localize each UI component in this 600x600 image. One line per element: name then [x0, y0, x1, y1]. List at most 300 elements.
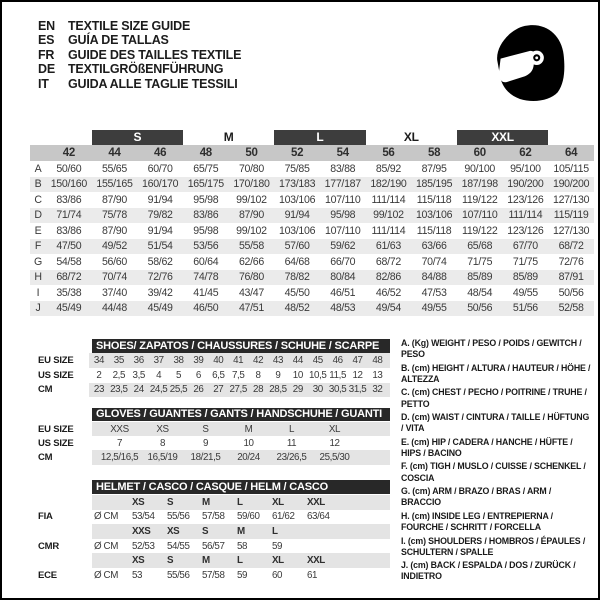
size-value: 37 — [153, 354, 164, 366]
row-values — [92, 553, 390, 568]
size-value: 70/74 — [421, 255, 447, 268]
size-value: 44 — [292, 354, 303, 366]
size-value: 107/110 — [325, 224, 361, 237]
size-value: 56/60 — [101, 255, 127, 268]
table-row — [30, 177, 594, 193]
row-values — [92, 436, 390, 450]
table-row — [30, 208, 594, 224]
legend-item: G. (cm) ARM / BRAZO / BRAS / ARM / BRACCIO — [401, 486, 552, 508]
size-value: 47/51 — [229, 301, 275, 317]
legend-item: C. (cm) CHEST / PECHO / POITRINE / TRUHE / PETTO — [401, 387, 587, 409]
column-header-42: 42 — [46, 145, 92, 161]
size-value: 70/80 — [238, 162, 264, 175]
size-value: 71/74 — [46, 208, 92, 224]
size-header: L — [237, 496, 243, 508]
legend-item: I. (cm) SHOULDERS / HOMBROS / ÉPAULES / SCHULTERN / SPALLE — [401, 535, 586, 557]
size-value: 55/56 — [167, 511, 190, 523]
size-value: 48/53 — [320, 301, 366, 317]
size-value: 78/82 — [274, 270, 320, 286]
size-value: 9 — [202, 437, 209, 449]
helmet-size-header-row — [38, 553, 390, 568]
table-row — [30, 254, 594, 270]
helmet-value-row — [38, 539, 390, 554]
size-value: 28,5 — [269, 384, 287, 396]
size-value: 103/106 — [279, 224, 316, 237]
size-value: 23,5 — [110, 384, 128, 396]
legend-item: E. (cm) HIP / CADERA / HANCHE / HÜFTE / HIPS / BACINO — [401, 436, 573, 459]
size-value: 13 — [372, 369, 383, 381]
size-value: 52/53 — [132, 540, 155, 552]
size-value: 63/64 — [307, 511, 330, 523]
size-value: 47/50 — [46, 239, 92, 255]
language-code: IT — [38, 76, 49, 91]
legend-item: H. (cm) INSIDE LEG / ENTREPIERNA / FOURCHE / SCHRITT / FORCELLA — [401, 510, 553, 533]
size-value: 59 — [272, 540, 283, 552]
size-value: 30 — [312, 384, 323, 396]
size-value: 47/53 — [421, 286, 447, 299]
size-header: XS — [167, 525, 180, 537]
size-group-l: L — [274, 130, 365, 145]
size-value: 60/64 — [193, 255, 219, 268]
size-value: 12 — [329, 437, 340, 449]
size-value: 43/47 — [238, 286, 264, 299]
legend-item: B. (cm) HEIGHT / ALTURA / HAUTEUR / HÖHE / ALTEZZA — [401, 362, 591, 384]
guide-title: TEXTILGRÖßENFÜHRUNG — [68, 62, 224, 77]
size-value: 45/49 — [46, 301, 92, 317]
row-values — [89, 368, 390, 383]
size-value: 4 — [156, 369, 162, 381]
size-value: 37/40 — [101, 286, 127, 299]
size-value: 55/56 — [167, 569, 190, 581]
size-value: 51/56 — [503, 301, 549, 317]
size-header: L — [237, 555, 243, 567]
size-value: 2 — [96, 369, 102, 381]
size-group-s: S — [92, 130, 183, 145]
size-value: 123/126 — [507, 224, 544, 237]
size-value: 12 — [352, 369, 363, 381]
row-values — [92, 495, 390, 510]
language-row — [38, 19, 241, 33]
size-value: 64/68 — [284, 255, 310, 268]
size-value: 31,5 — [348, 384, 367, 396]
size-group-spacer — [548, 129, 594, 145]
language-row — [38, 48, 241, 62]
size-value: 95/100 — [510, 162, 541, 175]
size-value: 47 — [352, 354, 363, 366]
size-value: 35/38 — [56, 286, 82, 299]
size-value: 58 — [237, 540, 248, 552]
size-value: 54/55 — [167, 540, 190, 552]
size-value: 49/52 — [92, 239, 138, 255]
size-value: 62/66 — [238, 255, 264, 268]
size-value: 185/195 — [411, 177, 457, 193]
size-value: 53 — [132, 569, 143, 581]
size-value: 43 — [272, 354, 284, 366]
size-value: 65/75 — [193, 162, 219, 175]
size-value: 26 — [193, 384, 204, 396]
row-label-fia: FIA — [38, 511, 53, 523]
size-value: 107/110 — [325, 193, 361, 206]
size-value: XXS — [110, 423, 129, 435]
table-row — [38, 353, 390, 368]
table-row — [38, 422, 390, 436]
guide-title: GUIDA ALLE TAGLIE TESSILI — [68, 76, 238, 91]
legend-item: D. (cm) WAIST / CINTURA / TAILLE / HÜFTUNG / VITA — [401, 412, 590, 434]
size-value: 85/89 — [503, 270, 549, 286]
size-value: 52/58 — [548, 301, 594, 317]
size-value: L — [288, 423, 295, 435]
size-value: 83/86 — [56, 224, 82, 237]
column-header-52: 52 — [274, 145, 320, 161]
size-value: 56/57 — [202, 540, 225, 552]
row-label-C: C — [34, 193, 42, 206]
size-value: 55/58 — [229, 239, 275, 255]
size-value: 107/110 — [457, 208, 503, 224]
size-value: 91/94 — [147, 193, 173, 206]
size-value: 82/86 — [366, 270, 412, 286]
size-value: 41 — [233, 354, 244, 366]
row-label-J: J — [30, 301, 46, 317]
table-row — [30, 301, 594, 317]
size-value: 66/70 — [330, 255, 356, 268]
size-value: 46/52 — [375, 286, 401, 299]
row-label-G: G — [34, 255, 42, 268]
table-row — [30, 270, 594, 286]
size-value: 111/114 — [503, 208, 549, 224]
table-row — [30, 192, 594, 208]
size-value: 99/102 — [236, 193, 267, 206]
size-header: M — [202, 496, 210, 508]
size-value: 119/122 — [462, 224, 498, 237]
size-value: 46/51 — [330, 286, 356, 299]
table-row — [38, 436, 390, 450]
size-value: S — [202, 423, 209, 435]
size-value: 6,5 — [212, 369, 225, 381]
size-value: 53/54 — [132, 511, 155, 523]
row-values — [92, 450, 390, 464]
size-value: 103/106 — [411, 208, 457, 224]
size-value: M — [244, 423, 253, 435]
size-value: 9 — [275, 369, 281, 381]
row-values — [89, 353, 390, 368]
size-value: 87/95 — [421, 162, 447, 175]
table-row — [30, 161, 594, 177]
row-label-A: A — [34, 162, 42, 175]
row-label-cm: CM — [38, 384, 53, 396]
size-group-m: M — [223, 130, 234, 144]
language-row — [38, 62, 241, 76]
shoes-table-title: SHOES/ ZAPATOS / CHAUSSURES / SCHUHE / SCARPE — [92, 339, 390, 353]
main-size-table — [30, 129, 594, 316]
size-value: 12,5/16,5 — [100, 451, 139, 463]
row-label-H: H — [30, 270, 46, 286]
size-value: 49/54 — [366, 301, 412, 317]
language-code: ES — [38, 33, 55, 48]
helmet-size-header-row — [38, 495, 390, 510]
size-value: 160/170 — [137, 177, 183, 193]
size-value: 11,5 — [329, 369, 346, 381]
language-row — [38, 77, 241, 91]
size-value: 71/75 — [467, 255, 493, 268]
size-value: 87/90 — [101, 193, 127, 206]
size-value: 11 — [286, 437, 297, 449]
size-value: 165/175 — [183, 177, 229, 193]
size-value: 75/78 — [92, 208, 138, 224]
size-value: 72/76 — [558, 255, 584, 268]
size-value: 115/119 — [548, 208, 594, 224]
size-header: XS — [132, 555, 145, 567]
size-value: 45/50 — [284, 286, 310, 299]
size-value: 61/63 — [366, 239, 412, 255]
language-code: EN — [38, 19, 55, 33]
size-value: 72/76 — [137, 270, 183, 286]
size-value: 182/190 — [366, 177, 412, 193]
size-value: 71/75 — [512, 255, 538, 268]
size-value: 50/56 — [558, 286, 584, 299]
row-label-B: B — [30, 177, 46, 193]
size-value: 95/98 — [320, 208, 366, 224]
size-value: 27,5 — [229, 384, 247, 396]
size-value: 45 — [312, 354, 323, 366]
size-value: 119/122 — [462, 193, 498, 206]
size-value: 18/21,5 — [190, 451, 221, 463]
column-header-62: 62 — [503, 145, 549, 161]
size-value: 42 — [253, 354, 264, 366]
size-value: 63/66 — [411, 239, 457, 255]
size-value: 53/56 — [183, 239, 229, 255]
size-header: S — [167, 496, 174, 508]
size-value: 50/56 — [457, 301, 503, 317]
helmet-size-header-row — [38, 524, 390, 539]
size-value: 83/86 — [56, 193, 82, 206]
row-values — [92, 524, 390, 539]
size-value: 16,5/19 — [147, 451, 178, 463]
size-value: 45/49 — [137, 301, 183, 317]
size-value: 58/62 — [147, 255, 173, 268]
size-header: S — [202, 525, 209, 537]
size-value: 5 — [175, 369, 182, 381]
helmet-table-title: HELMET / CASCO / CASQUE / HELM / CASCO — [92, 480, 390, 494]
size-value: 23 — [93, 384, 104, 396]
size-header: M — [237, 525, 245, 537]
row-values — [92, 539, 390, 554]
size-value: 123/126 — [507, 193, 544, 206]
guide-title: GUIDE DES TAILLES TEXTILE — [68, 47, 242, 62]
size-value: 111/114 — [371, 224, 406, 237]
row-label-eu-size: EU SIZE — [38, 423, 74, 435]
size-value: 173/183 — [274, 177, 320, 193]
size-value: 25,5/30 — [319, 451, 350, 463]
size-value: 190/200 — [548, 177, 594, 193]
size-group-xxl: XXL — [457, 130, 548, 145]
helmet-value-row — [38, 568, 390, 583]
gloves-table — [38, 422, 390, 465]
size-value: 68/72 — [548, 239, 594, 255]
size-value: 59/60 — [237, 511, 260, 523]
size-value: 68/72 — [46, 270, 92, 286]
column-header-56: 56 — [366, 145, 412, 161]
size-header: M — [202, 555, 210, 567]
size-value: 99/102 — [236, 224, 267, 237]
diameter-cm-label: Ø CM — [94, 540, 118, 552]
size-value: 90/100 — [464, 162, 496, 175]
row-label-cmr: CMR — [38, 540, 60, 552]
size-value: 44/48 — [92, 301, 138, 317]
size-value: 91/94 — [274, 208, 320, 224]
size-value: 48/52 — [274, 301, 320, 317]
row-label-I: I — [36, 286, 40, 299]
legend-item: A. (Kg) WEIGHT / PESO / POIDS / GEWITCH / PESO — [401, 338, 582, 360]
size-header: XXL — [307, 496, 325, 508]
size-value: 39/42 — [147, 286, 173, 299]
size-value: 8 — [159, 437, 166, 449]
column-header-spacer — [30, 145, 46, 161]
table-row — [30, 285, 594, 301]
size-value: 83/88 — [330, 162, 356, 175]
row-label-E: E — [34, 224, 42, 237]
size-group-spacer — [30, 129, 92, 145]
size-value: 67/70 — [503, 239, 549, 255]
size-value: 34 — [93, 354, 104, 366]
size-value: 48/54 — [467, 286, 493, 299]
gloves-table-title: GLOVES / GUANTES / GANTS / HANDSCHUHE / GUANTI — [92, 408, 390, 421]
size-value: 190/200 — [503, 177, 549, 193]
size-value: 23/26,5 — [276, 451, 307, 463]
column-header-48: 48 — [183, 145, 229, 161]
row-label-us-size: US SIZE — [38, 369, 74, 381]
shoes-table — [38, 353, 390, 397]
size-value: 24 — [133, 384, 144, 396]
size-value: 87/90 — [229, 208, 275, 224]
size-header: XL — [272, 496, 284, 508]
size-value: 7,5 — [231, 369, 245, 381]
row-values — [92, 568, 390, 583]
row-label-ece: ECE — [38, 569, 57, 581]
size-value: 25,5 — [169, 384, 188, 396]
row-label-cm: CM — [38, 451, 53, 463]
size-value: 87/90 — [101, 224, 127, 237]
helmet-value-row — [38, 510, 390, 525]
size-value: 155/165 — [92, 177, 138, 193]
size-value: 95/98 — [193, 193, 219, 206]
size-value: 187/198 — [457, 177, 503, 193]
language-code: FR — [38, 47, 55, 62]
size-header: S — [167, 555, 174, 567]
table-row — [38, 450, 390, 464]
size-value: 57/58 — [202, 569, 225, 581]
row-label-eu-size: EU SIZE — [38, 354, 74, 366]
diameter-cm-label: Ø CM — [94, 569, 118, 581]
size-value: 46/50 — [183, 301, 229, 317]
size-value: XS — [156, 423, 169, 435]
size-value: 27 — [213, 384, 224, 396]
size-header: XL — [272, 555, 284, 567]
column-header-54: 54 — [320, 145, 366, 161]
guide-title: GUÍA DE TALLAS — [68, 33, 169, 48]
diameter-cm-label: Ø CM — [94, 511, 118, 523]
size-value: 40 — [213, 354, 224, 366]
size-value: 57/58 — [202, 511, 225, 523]
size-value: 68/72 — [375, 255, 401, 268]
size-value: XL — [328, 423, 341, 435]
size-value: 3,5 — [132, 369, 145, 381]
size-value: 61 — [307, 569, 318, 581]
size-header: L — [272, 525, 278, 537]
racing-helmet-icon — [488, 15, 572, 109]
size-value: 76/80 — [229, 270, 275, 286]
size-value: 35 — [113, 354, 124, 366]
size-value: 60 — [272, 569, 283, 581]
table-row — [30, 239, 594, 255]
row-values — [89, 383, 390, 398]
size-value: 99/102 — [366, 208, 412, 224]
column-header-50: 50 — [229, 145, 275, 161]
size-value: 83/86 — [183, 208, 229, 224]
size-value: 10 — [243, 437, 254, 449]
size-value: 85/89 — [457, 270, 503, 286]
size-value: 115/118 — [416, 224, 452, 237]
size-value: 80/84 — [320, 270, 366, 286]
size-value: 60/70 — [147, 162, 173, 175]
size-value: 2,5 — [112, 369, 126, 381]
size-value: 87/91 — [548, 270, 594, 286]
row-values — [92, 422, 390, 436]
size-value: 70/74 — [92, 270, 138, 286]
row-values — [92, 510, 390, 525]
table-row — [30, 223, 594, 239]
column-header-58: 58 — [411, 145, 457, 161]
size-value: 170/180 — [229, 177, 275, 193]
size-value: 7 — [116, 437, 123, 449]
size-value: 95/98 — [193, 224, 219, 237]
size-value: 8 — [255, 369, 261, 381]
size-value: 150/160 — [46, 177, 92, 193]
size-value: 85/92 — [375, 162, 401, 175]
size-header: XXL — [307, 555, 325, 567]
size-group-xl: XL — [403, 130, 419, 144]
size-value: 6 — [195, 369, 201, 381]
row-label-D: D — [30, 208, 46, 224]
size-value: 38 — [173, 354, 184, 366]
size-value: 50/60 — [56, 162, 82, 175]
column-header-60: 60 — [457, 145, 503, 161]
column-header-46: 46 — [137, 145, 183, 161]
language-row — [38, 33, 241, 47]
table-row — [38, 368, 390, 383]
size-value: 74/78 — [183, 270, 229, 286]
size-value: 57/60 — [274, 239, 320, 255]
size-value: 41/45 — [193, 286, 219, 299]
size-value: 84/88 — [411, 270, 457, 286]
size-value: 59/62 — [320, 239, 366, 255]
size-value: 30,5 — [328, 384, 347, 396]
size-value: 103/106 — [279, 193, 316, 206]
language-code: DE — [38, 62, 55, 77]
size-value: 36 — [133, 354, 144, 366]
size-value: 127/130 — [553, 224, 590, 237]
size-value: 111/114 — [371, 193, 406, 206]
size-value: 46 — [332, 354, 343, 366]
size-value: 115/118 — [416, 193, 452, 206]
size-value: 10 — [292, 369, 303, 381]
column-header-64: 64 — [548, 145, 594, 161]
size-value: 105/115 — [553, 162, 589, 175]
legend-item: F. (cm) TIGH / MUSLO / CUISSE / SCHENKEL / COSCIA — [401, 461, 586, 483]
row-label-us-size: US SIZE — [38, 437, 74, 449]
size-value: 10,5 — [309, 369, 327, 381]
size-value: 49/55 — [512, 286, 538, 299]
size-value: 91/94 — [147, 224, 173, 237]
